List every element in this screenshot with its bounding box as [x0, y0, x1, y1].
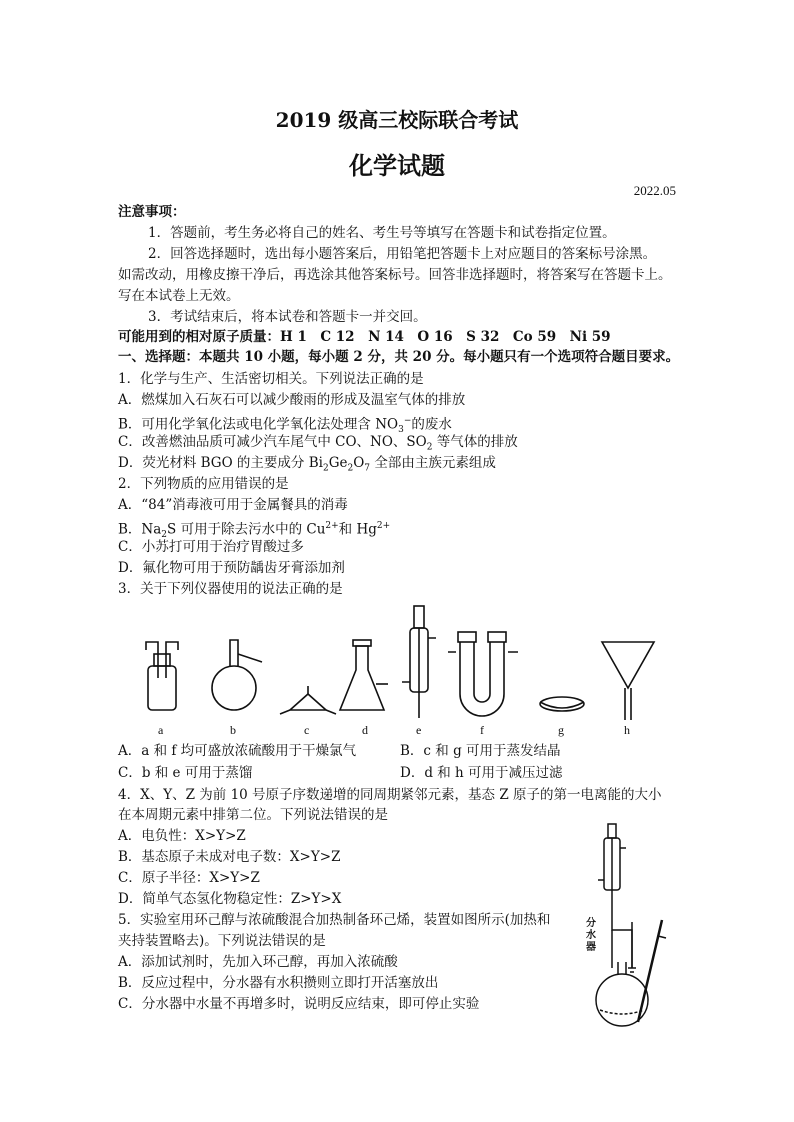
- q3-stem: 3．关于下列仪器使用的说法正确的是: [118, 581, 343, 597]
- note-2c: 写在本试卷上无效。: [118, 288, 240, 304]
- reflux-condenser-icon: [598, 824, 626, 914]
- clay-triangle-icon: [280, 686, 336, 714]
- q2-option-a: A．“84”消毒液可用于金属餐具的消毒: [118, 497, 348, 513]
- subject-title: 化学试题: [349, 151, 445, 180]
- u-tube-icon: [448, 632, 518, 716]
- exam-title: 2019 级高三校际联合考试: [275, 108, 519, 132]
- exam-date: 2022.05: [633, 183, 676, 198]
- note-3: 3．考试结束后，将本试卷和答题卡一并交回。: [148, 309, 427, 325]
- q5-stem-1: 5．实验室用环己醇与浓硫酸混合加热制备环己烯，装置如图所示(加热和: [118, 912, 551, 928]
- q1-stem: 1．化学与生产、生活密切相关。下列说法正确的是: [118, 371, 424, 387]
- q1-option-d: D．荧光材料 BGO 的主要成分 $Bi_2Ge_2O_7$ 全部由主族元素组成: [118, 455, 496, 474]
- lab-apparatus-figure: [130, 598, 670, 738]
- q1-option-a: A．燃煤加入石灰石可以减少酸雨的形成及温室气体的排放: [118, 392, 466, 408]
- q5-option-c: C．分水器中水量不再增多时，说明反应结束，即可停止实验: [118, 996, 480, 1012]
- label-e: e: [416, 723, 422, 737]
- label-d: d: [362, 723, 368, 737]
- water-separator-icon: [612, 914, 636, 972]
- q4-option-a: A．电负性：X>Y>Z: [118, 828, 246, 844]
- label-b: b: [230, 723, 236, 737]
- distilling-flask-icon: [212, 640, 262, 710]
- label-h: h: [624, 723, 630, 737]
- q2-option-c: C．小苏打可用于治疗胃酸过多: [118, 539, 304, 555]
- atomic-masses: 可能用到的相对原子质量：H 1 C 12 N 14 O 16 S 32 Co 59 Ni 59: [118, 329, 611, 345]
- q2-option-b: B．$Na_2S$ 可用于除去污水中的 $Cu^{2+}$和 $Hg^{2+}$: [118, 521, 391, 541]
- q4-option-c: C．原子半径：X>Y>Z: [118, 870, 260, 886]
- q2-stem: 2．下列物质的应用错误的是: [118, 476, 289, 492]
- section-heading: 一、选择题：本题共 10 小题，每小题 2 分，共 20 分。每小题只有一个选项符合题目要求。: [118, 349, 680, 365]
- fig-label-1: 分: [586, 918, 596, 929]
- condenser-icon: [402, 606, 436, 718]
- q1-option-c: C．改善燃油品质可减少汽车尾气中 CO、NO、$SO_2$ 等气体的排放: [118, 434, 518, 453]
- label-a: a: [158, 723, 164, 737]
- q5-stem-2: 夹持装置略去)。下列说法错误的是: [118, 933, 326, 949]
- evaporating-dish-icon: [540, 697, 584, 711]
- q2-option-d: D．氟化物可用于预防龋齿牙膏添加剂: [118, 560, 345, 576]
- q3-option-d: D．d 和 h 可用于减压过滤: [400, 765, 563, 781]
- fig-label-3: 器: [586, 942, 596, 953]
- q4-option-d: D．简单气态氢化物稳定性：Z>Y>X: [118, 891, 342, 907]
- q3-option-a: A．a 和 f 均可盛放浓硫酸用于干燥氯气: [118, 743, 357, 759]
- note-1: 1．答题前，考生务必将自己的姓名、考生号等填写在答题卡和试卷指定位置。: [148, 225, 616, 241]
- q4-stem-1: 4．X、Y、Z 为前 10 号原子序数递增的同周期紧邻元素，基态 Z 原子的第一电离能的大小: [118, 787, 662, 803]
- label-f: f: [480, 723, 484, 737]
- label-c: c: [304, 723, 310, 737]
- q4-stem-2: 在本周期元素中排第二位。下列说法错误的是: [118, 807, 388, 823]
- note-2b: 如需改动，用橡皮擦干净后，再选涂其他答案标号。回答非选择题时，将答案写在答题卡上。: [118, 267, 672, 283]
- gas-washing-bottle-icon: [146, 642, 178, 710]
- q1-option-b: B．可用化学氧化法或电化学氧化法处理含 $NO_3^-$的废水: [118, 416, 452, 436]
- fig-label-2: 水: [586, 930, 596, 941]
- dean-stark-apparatus-figure: [584, 818, 684, 1032]
- notes-heading: 注意事项：: [118, 204, 186, 220]
- q3-option-c: C．b 和 e 可用于蒸馏: [118, 765, 253, 781]
- q5-option-a: A．添加试剂时，先加入环己醇，再加入浓硫酸: [118, 954, 398, 970]
- funnel-icon: [602, 642, 654, 720]
- q3-option-b: B．c 和 g 可用于蒸发结晶: [400, 743, 561, 759]
- thermometer-icon: [638, 920, 666, 1022]
- q5-option-b: B．反应过程中，分水器有水积攒则立即打开活塞放出: [118, 975, 439, 991]
- q4-option-b: B．基态原子未成对电子数：X>Y>Z: [118, 849, 341, 865]
- suction-flask-icon: [340, 640, 388, 710]
- label-g: g: [558, 723, 564, 737]
- note-2a: 2．回答选择题时，选出每小题答案后，用铅笔把答题卡上对应题目的答案标号涂黑。: [148, 246, 657, 262]
